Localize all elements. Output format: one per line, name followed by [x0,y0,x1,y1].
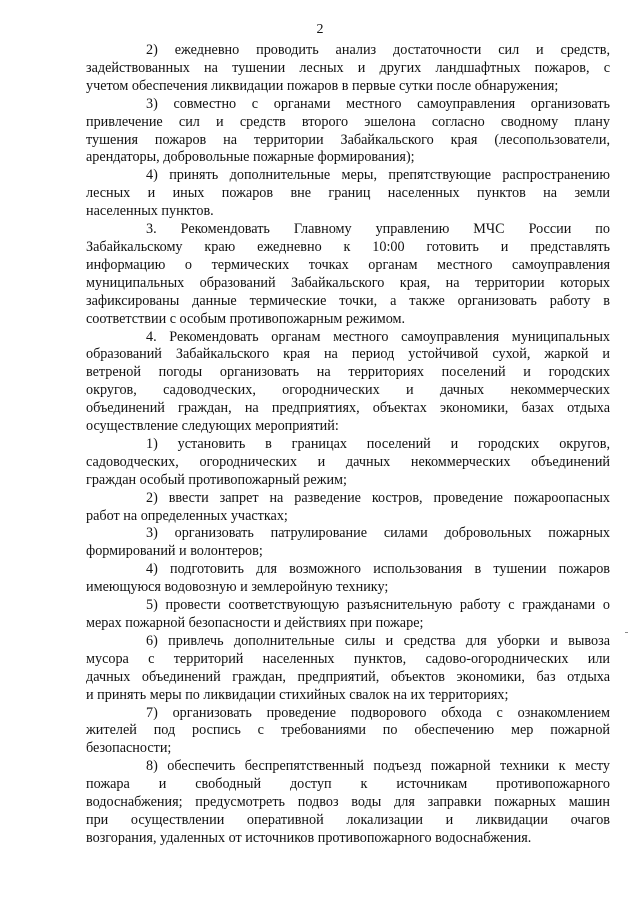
text-line: задействованных на тушении лесных и других ландшафтных пожаров, с [86,59,610,76]
paragraph [86,633,610,705]
paragraph [86,561,610,597]
text-line: водоснабжения; предусмотреть подвоз воды для заправки пожарных машин [86,794,610,811]
text-line: ветреной погоды организовать на территориях поселений и городских [86,364,610,381]
paragraph [86,758,610,848]
text-line: 3) организовать патрулирование силами добровольных пожарных [146,525,610,542]
text-line: муниципальных образований Забайкальского края, на территории которых [86,274,610,291]
text-line: 2) ввести запрет на разведение костров, проведение пожароопасных [146,489,610,506]
text-line: 2) ежедневно проводить анализ достаточности сил и средств, [146,42,610,58]
text-line: 6) привлечь дополнительные силы и средства для уборки и вывоза [146,632,610,649]
text-line: лесных и иных пожаров вне границ населенных пунктов на земли [86,185,610,202]
text-line: дачных объединений граждан, предприятий, объектов экономики, баз отдыха [86,668,610,685]
text-line: садоводческих, огороднических и дачных некоммерческих объединений [86,453,610,470]
text-line: 4) подготовить для возможного использования в тушении пожаров [146,561,610,578]
text-line: возгорания, удаленных от источников противопожарного водоснабжения. [86,829,532,846]
body-text [86,42,610,848]
text-line: осуществление следующих мероприятий: [86,418,339,435]
text-line: привлечение сил и средств второго эшелона согласно сводному плану [86,113,610,130]
paragraph [86,597,610,633]
text-line: граждан особый противопожарный режим; [86,471,347,488]
text-line: объединений граждан, на предприятиях, объектах экономики, базах отдыха [86,400,610,417]
text-line: 8) обеспечить беспрепятственный подъезд пожарной техники к месту [146,758,610,775]
text-line: 4. Рекомендовать органам местного самоуправления муниципальных [146,328,610,345]
paragraph [86,167,610,221]
text-line: формирований и волонтеров; [86,543,263,560]
paragraph [86,221,610,328]
text-line: 3. Рекомендовать Главному управлению МЧС России по [146,221,610,238]
text-line: мерах пожарной безопасности и действиях при пожаре; [86,615,424,631]
text-line: жителей под роспись с требованиями по обеспечению мер пожарной [86,722,610,739]
text-line: информацию о термических точках органам местного самоуправления [86,256,610,273]
text-line: учетом обеспечения ликвидации пожаров в первые сутки после обнаружения; [86,77,559,94]
text-line: мусора с территорий населенных пунктов, садово-огороднических или [86,650,610,667]
text-line: округов, садоводческих, огороднических и дачных некоммерческих [86,382,610,399]
paragraph [86,705,610,759]
text-line: работ на определенных участках; [86,507,288,524]
text-line: 3) совместно с органами местного самоуправления организовать [146,95,610,112]
text-line: тушения пожаров на территории Забайкальского края (лесопользователи, [86,131,610,148]
text-line: арендаторы, добровольные пожарные формирования); [86,149,415,166]
paragraph [86,42,610,96]
text-line: зафиксированы данные термические точки, а также организовать работу в [86,292,610,309]
text-line: имеющуюся водовозную и землеройную технику; [86,579,389,596]
page-number: 2 [316,22,324,37]
text-line: населенных пунктов. [86,203,214,220]
paragraph [86,490,610,526]
paragraph [86,329,610,436]
text-line: 7) организовать проведение подворового обхода с ознакомлением [146,704,610,721]
text-line: 1) установить в границах поселений и городских округов, [146,435,610,452]
text-line: Забайкальскому краю ежедневно к 10:00 готовить и представлять [86,238,610,255]
text-line: 5) провести соответствующую разъяснительную работу с гражданами о [146,597,610,614]
paragraph [86,96,610,168]
scan-artifact [625,632,628,633]
text-line: 4) принять дополнительные меры, препятствующие распространению [146,167,610,184]
text-line: и принять меры по ликвидации стихийных свалок на их территориях; [86,686,509,703]
paragraph [86,436,610,490]
text-line: пожара и свободный доступ к источникам противопожарного [86,776,610,793]
paragraph [86,525,610,561]
text-line: образований Забайкальского края на период устойчивой сухой, жаркой и [86,346,610,363]
text-line: при осуществлении оперативной локализации и ликвидации очагов [86,811,610,828]
text-line: соответствии с особым противопожарным режимом. [86,310,406,327]
text-line: безопасности; [86,740,172,757]
